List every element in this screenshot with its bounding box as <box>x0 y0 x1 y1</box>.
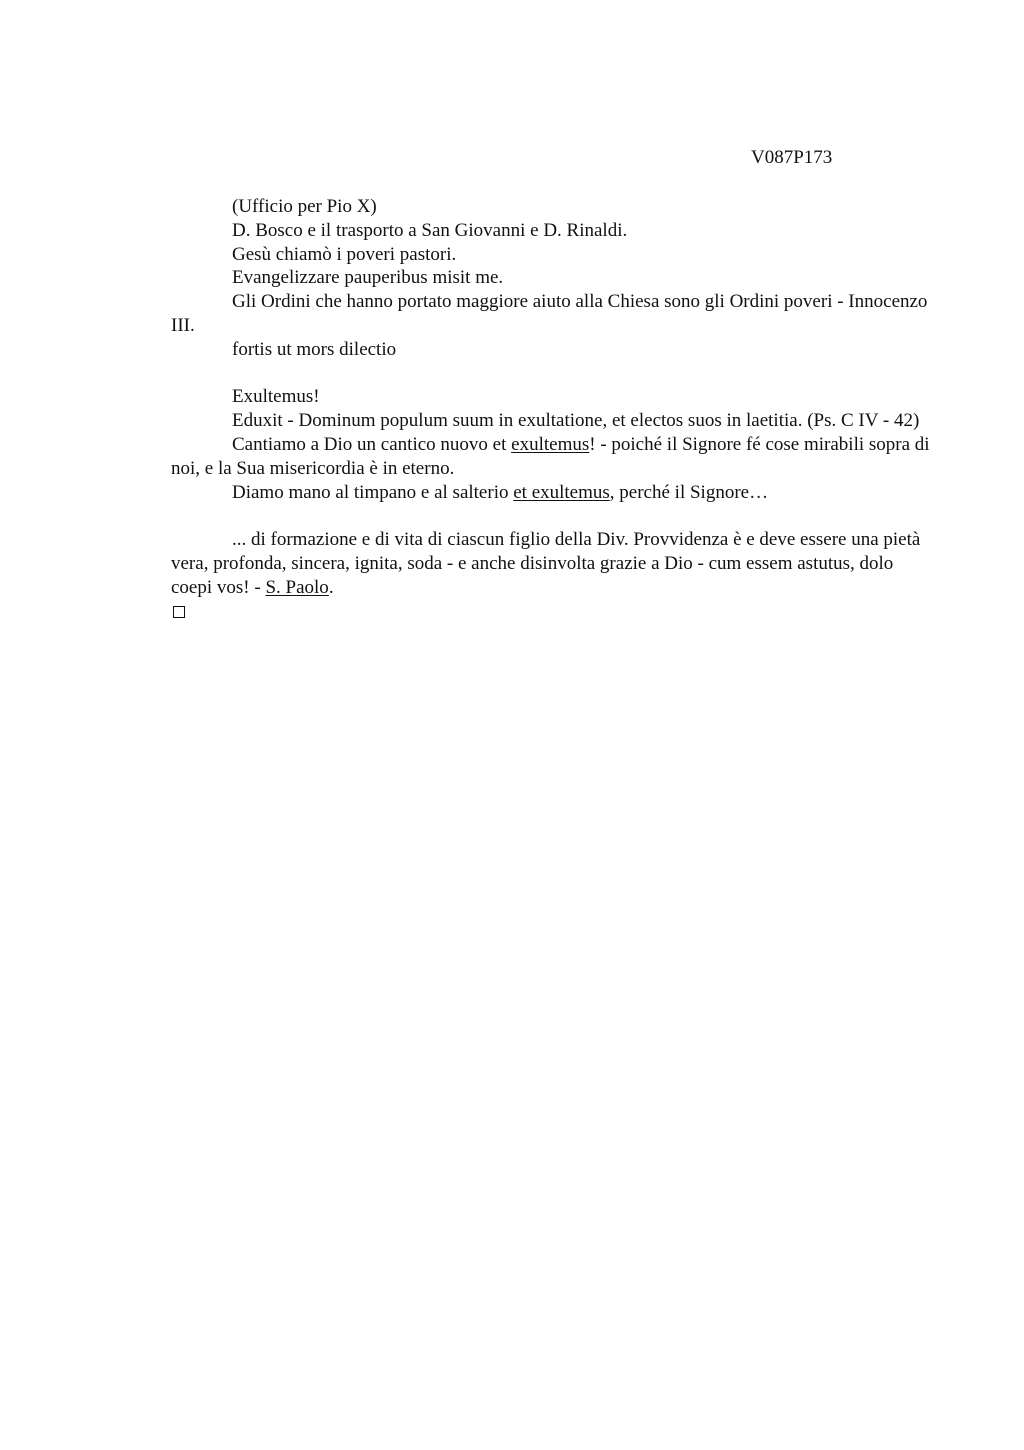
paragraph-diamo <box>171 481 936 505</box>
document-body <box>171 195 936 618</box>
line-don-bosco: D. Bosco e il trasporto a San Giovanni e D. Rinaldi. <box>232 219 628 241</box>
cantiamo-text-after: ! - poiché il Signore fé cose mirabili sopra di noi, e la Sua misericordia è in eterno. <box>171 433 930 479</box>
cantiamo-text-before: Cantiamo a Dio un cantico nuovo et <box>232 433 512 455</box>
paragraph-ordini: Gli Ordini che hanno portato maggiore aiuto alla Chiesa sono gli Ordini poveri - Innocenzo III. <box>171 291 928 336</box>
underlined-s-paolo: S. Paolo <box>265 576 329 598</box>
line-fortis: fortis ut mors dilectio <box>232 338 397 360</box>
formazione-text-before: ... di formazione e di vita di ciascun figlio della Div. Provvidenza è e deve essere una pietà vera, profonda, sincera, ignita, soda - e anche disinvolta grazie a Dio - cum essem astutus, dolo coepi vos! - <box>171 529 921 598</box>
diamo-text-before: Diamo mano al timpano e al salterio <box>232 481 514 503</box>
line-gesu: Gesù chiamò i poveri pastori. <box>232 243 457 265</box>
end-of-text-box-icon <box>173 606 185 618</box>
line-evangelizzare: Evangelizzare pauperibus misit me. <box>232 267 504 289</box>
blank-line <box>171 362 936 386</box>
line-exultemus: Exultemus! <box>232 386 320 408</box>
underlined-exultemus: exultemus <box>511 433 590 455</box>
diamo-text-after: , perché il Signore… <box>609 481 769 503</box>
formazione-text-after: . <box>328 576 334 598</box>
paragraph-formazione <box>171 528 936 599</box>
paragraph-cantiamo <box>171 433 936 481</box>
paragraph-eduxit: Eduxit - Dominum populum suum in exultatione, et electos suos in laetitia. (Ps. C IV - 42) <box>232 410 920 432</box>
blank-line <box>171 504 936 528</box>
page-id: V087P173 <box>751 147 833 168</box>
underlined-et-exultemus: et exultemus <box>513 481 610 503</box>
line-ufficio: (Ufficio per Pio X) <box>232 196 377 217</box>
